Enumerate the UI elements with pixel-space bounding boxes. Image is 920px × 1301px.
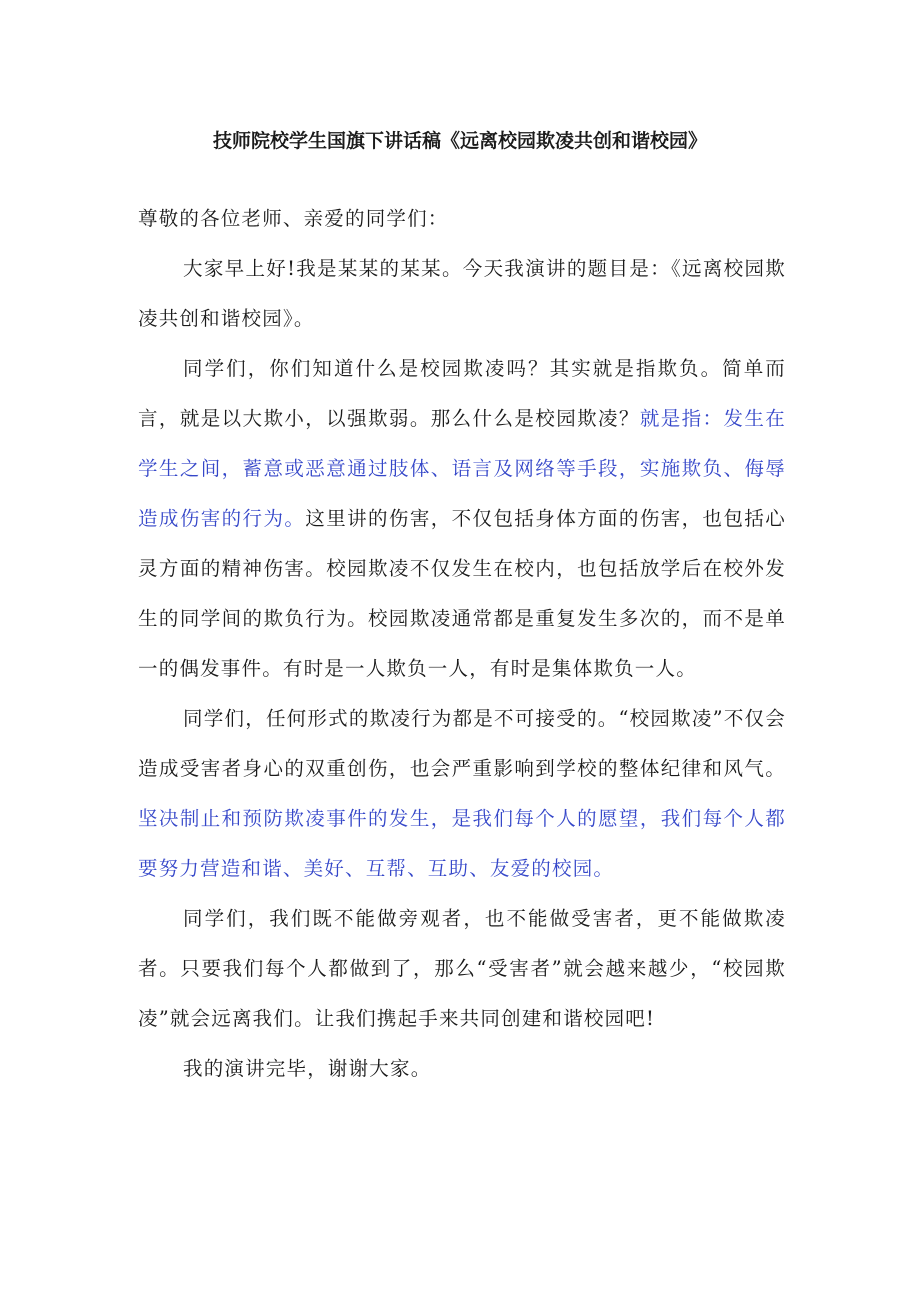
highlighted-segment: 就是指：发生在学生之间，蓄意或恶意通过肢体、语言及网络等手段，实施欺负、侮辱造成伤害的行为。 [138,407,786,530]
paragraph-definition [138,344,786,694]
paragraph-segment: 同学们，任何形式的欺凌行为都是不可接受的。“校园欺凌”不仅会造成受害者身心的双重创伤，也会严重影响到学校的整体纪律和风气。 [138,707,786,780]
document-body [138,194,786,1094]
paragraph-segment: 同学们，我们既不能做旁观者，也不能做受害者，更不能做欺凌者。只要我们每个人都做到了，那么“受害者”就会越来越少，“校园欺凌”就会远离我们。让我们携起手来共同创建和谐校园吧! [138,907,786,1030]
highlighted-segment: 坚决制止和预防欺凌事件的发生，是我们每个人的愿望，我们每个人都要努力营造和谐、美好、互帮、互助、友爱的校园。 [138,807,786,880]
salutation: 尊敬的各位老师、亲爱的同学们： [138,207,449,230]
paragraph-segment: 大家早上好!我是某某的某某。今天我演讲的题目是：《远离校园欺凌共创和谐校园》。 [138,257,786,330]
paragraph-segment: 我的演讲完毕，谢谢大家。 [183,1057,432,1080]
paragraph-segment: 同学们，你们知道什么是校园欺凌吗？其实就是指欺负。简单而言，就是以大欺小，以强欺弱。那么什么是校园欺凌？ [138,357,786,430]
paragraph-segment: 这里讲的伤害，不仅包括身体方面的伤害，也包括心灵方面的精神伤害。校园欺凌不仅发生在校内，也包括放学后在校外发生的同学间的欺负行为。校园欺凌通常都是重复发生多次的，而不是单一的偶发事件。有时是一人欺负一人，有时是集体欺负一人。 [138,507,786,680]
paragraph-consequences [138,694,786,894]
document-title: 技师院校学生国旗下讲话稿《远离校园欺凌共创和谐校园》 [212,130,707,152]
paragraph-call-to-action [138,894,786,1044]
paragraph-closing [138,1044,786,1094]
paragraph-greeting [138,244,786,344]
